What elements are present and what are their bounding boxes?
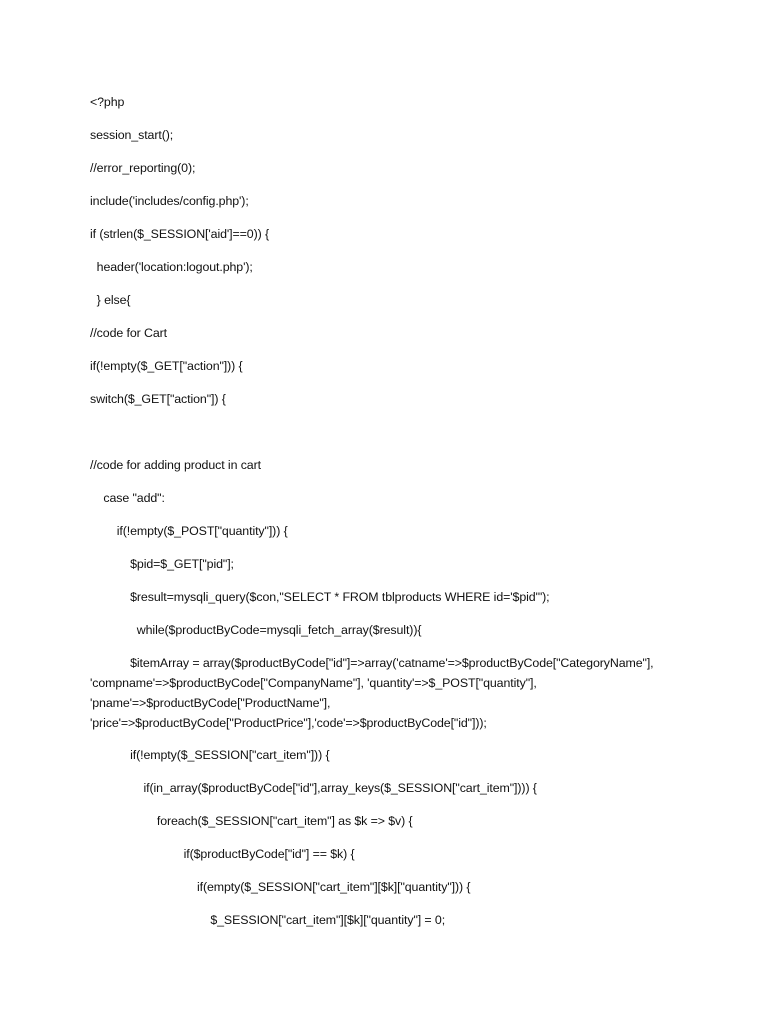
code-line-header: header('location:logout.php'); [90, 260, 253, 274]
code-line-item-array-1: $itemArray = array($productByCode["id"]=>array('catname'=>$productByCode["CategoryName"], [90, 656, 654, 670]
code-line-item-array-4: 'price'=>$productByCode["ProductPrice"],'code'=>$productByCode["id"])); [90, 716, 487, 730]
code-line-session-start: session_start(); [90, 128, 174, 142]
code-line-comment-add: //code for adding product in cart [90, 458, 261, 472]
code-line-error-reporting: //error_reporting(0); [90, 161, 196, 175]
code-line-set-qty-zero: $_SESSION["cart_item"][$k]["quantity"] = 0; [90, 913, 446, 927]
code-line-case-add: case "add": [90, 491, 165, 505]
code-line-comment-cart: //code for Cart [90, 326, 168, 340]
code-line-php-open: <?php [90, 95, 125, 109]
code-line-if-session: if (strlen($_SESSION['aid']==0)) { [90, 227, 270, 241]
code-line-while: while($productByCode=mysqli_fetch_array($result)){ [90, 623, 422, 637]
code-line-query: $result=mysqli_query($con,"SELECT * FROM tblproducts WHERE id='$pid'"); [90, 590, 550, 604]
code-line-else: } else{ [90, 293, 131, 307]
code-line-if-id-match: if($productByCode["id"] == $k) { [90, 847, 355, 861]
code-line-foreach: foreach($_SESSION["cart_item"] as $k => $v) { [90, 814, 413, 828]
code-line-if-action: if(!empty($_GET["action"])) { [90, 359, 243, 373]
code-line-if-empty-qty: if(empty($_SESSION["cart_item"][$k]["quantity"])) { [90, 880, 471, 894]
code-line-pid: $pid=$_GET["pid"]; [90, 557, 234, 571]
code-line-if-quantity: if(!empty($_POST["quantity"])) { [90, 524, 288, 538]
code-line-item-array-3: 'pname'=>$productByCode["ProductName"], [90, 696, 331, 710]
code-line-switch: switch($_GET["action"]) { [90, 392, 226, 406]
code-line-item-array-2: 'compname'=>$productByCode["CompanyName"], 'quantity'=>$_POST["quantity"], [90, 676, 537, 690]
code-line-if-cart-item: if(!empty($_SESSION["cart_item"])) { [90, 748, 330, 762]
code-line-include: include('includes/config.php'); [90, 194, 249, 208]
code-line-in-array: if(in_array($productByCode["id"],array_keys($_SESSION["cart_item"]))) { [90, 781, 537, 795]
